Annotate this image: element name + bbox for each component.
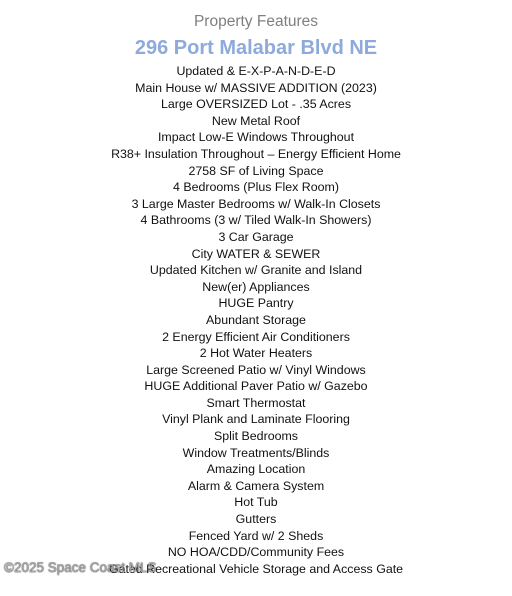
feature-item: 3 Large Master Bedrooms w/ Walk-In Closets [131, 196, 381, 211]
property-address-title: 296 Port Malabar Blvd NE [134, 37, 378, 59]
feature-item: 2758 SF of Living Space [188, 163, 324, 178]
feature-item: New(er) Appliances [202, 279, 310, 294]
feature-item: Main House w/ MASSIVE ADDITION (2023) [135, 80, 377, 95]
feature-item: Hot Tub [234, 495, 278, 510]
feature-item: 2 Hot Water Heaters [199, 346, 313, 361]
feature-item: Abundant Storage [206, 312, 306, 327]
feature-item: Updated & E-X-P-A-N-D-E-D [176, 64, 336, 78]
feature-item: NO HOA/CDD/Community Fees [167, 545, 345, 560]
feature-item: Split Bedrooms [213, 429, 299, 444]
feature-item: 4 Bathrooms (3 w/ Tiled Walk-In Showers) [140, 213, 372, 228]
feature-item: R38+ Insulation Throughout – Energy Efficient Home [111, 146, 401, 161]
feature-item: Large OVERSIZED Lot - .35 Acres [160, 97, 352, 112]
feature-item: HUGE Pantry [218, 296, 294, 311]
feature-item: City WATER & SEWER [191, 246, 321, 261]
feature-item: Impact Low-E Windows Throughout [157, 130, 355, 145]
feature-item: Amazing Location [206, 462, 306, 477]
feature-item: Window Treatments/Blinds [182, 445, 330, 460]
feature-item: 2 Energy Efficient Air Conditioners [162, 329, 350, 344]
feature-item: Gutters [235, 512, 277, 527]
feature-item: 4 Bedrooms (Plus Flex Room) [173, 180, 339, 195]
feature-item: Updated Kitchen w/ Granite and Island [149, 263, 363, 278]
mls-copyright-watermark: ©2025 Space Coast MLS [4, 560, 157, 575]
feature-item: Large Screened Patio w/ Vinyl Windows [146, 362, 366, 377]
feature-item: Gated Recreational Vehicle Storage and Access Gate [108, 561, 404, 576]
feature-item: Fenced Yard w/ 2 Sheds [188, 528, 324, 543]
feature-item: 3 Car Garage [218, 229, 294, 244]
feature-item: HUGE Additional Paver Patio w/ Gazebo [144, 379, 368, 394]
sheet-subtitle: Property Features [193, 13, 319, 30]
feature-list [0, 63, 512, 577]
feature-item: Alarm & Camera System [187, 478, 325, 493]
feature-item: New Metal Roof [211, 113, 301, 128]
feature-item: Vinyl Plank and Laminate Flooring [162, 412, 350, 427]
feature-item: Smart Thermostat [206, 395, 306, 410]
